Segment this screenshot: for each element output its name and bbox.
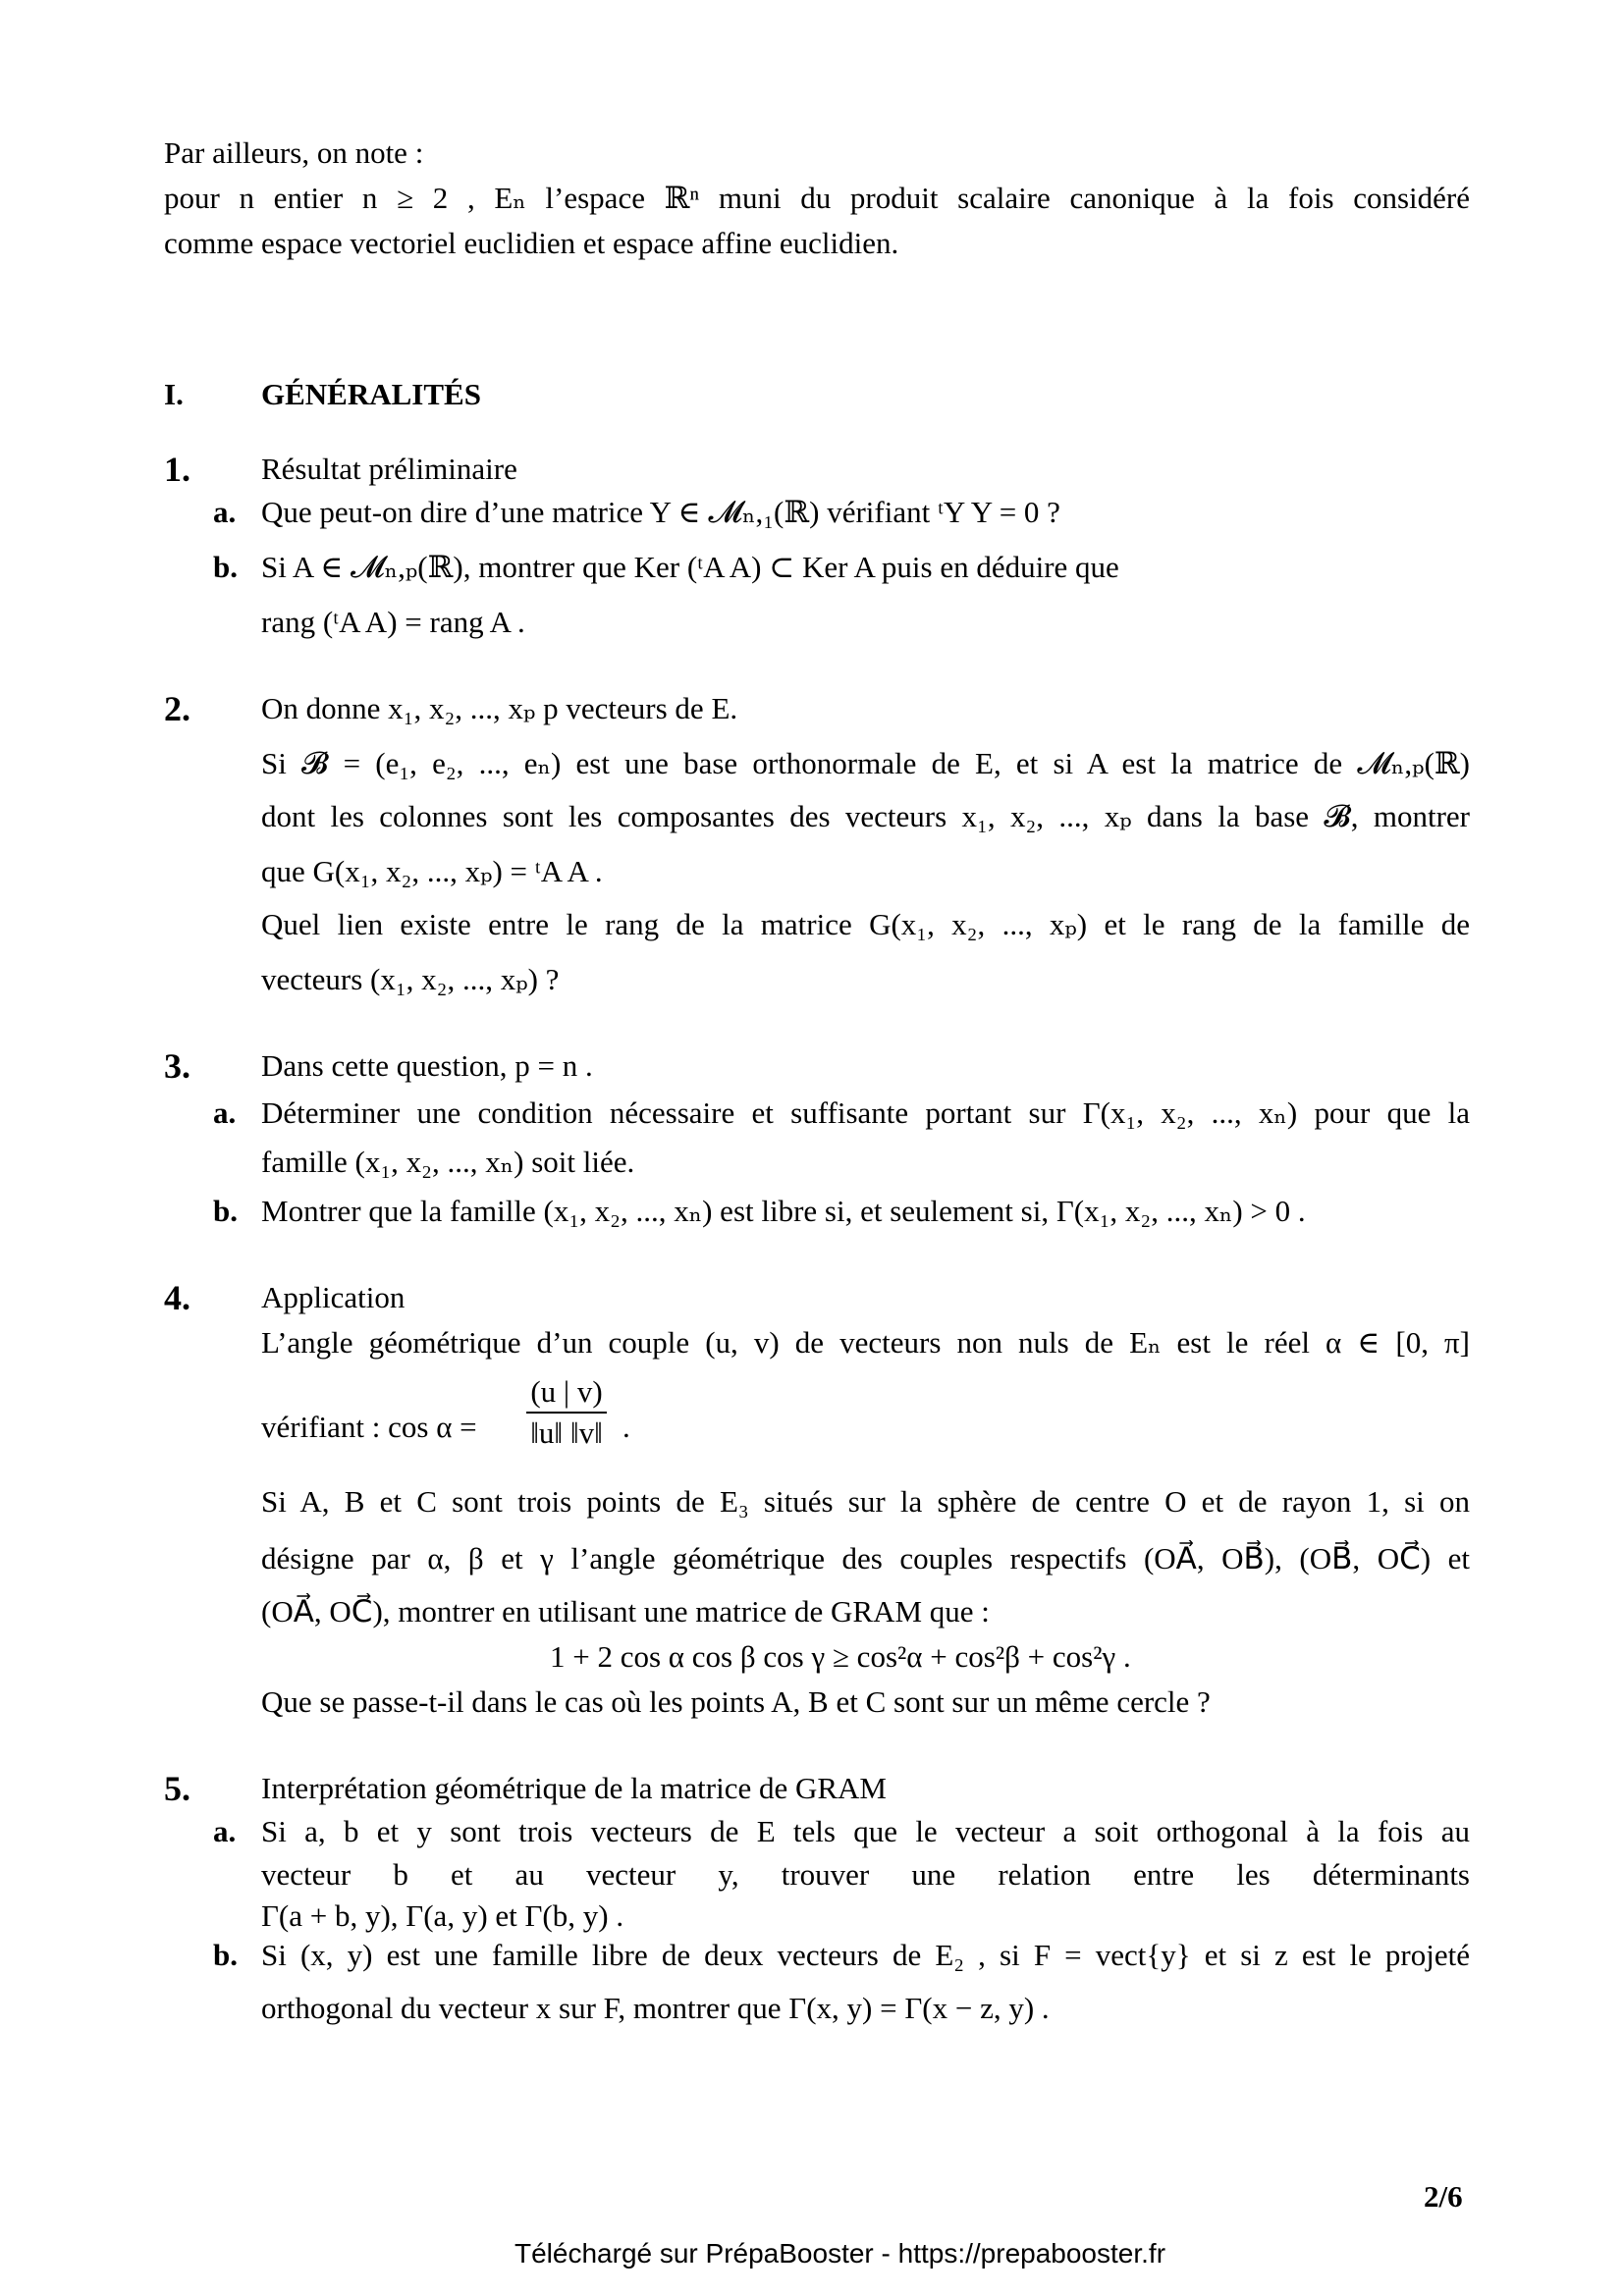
question-1b-line-1: Si A ∈ 𝓜ₙ,ₚ(ℝ), montrer que Ker (ᵗA A) ⊂ Ker A puis en déduire que — [261, 550, 1119, 584]
question-5-title: Interprétation géométrique de la matrice de GRAM — [261, 1771, 887, 1805]
question-4-number: 4. — [164, 1278, 190, 1317]
fraction-period: . — [622, 1410, 630, 1444]
question-4-inequality: 1 + 2 cos α cos β cos γ ≥ cos²α + cos²β + cos²γ . — [550, 1639, 1131, 1674]
question-2-line-6: vecteurs (x₁, x₂, ..., xₚ) ? — [261, 962, 560, 996]
question-2-line-5: Quel lien existe entre le rang de la matrice G(x₁, x₂, ..., xₚ) et le rang de la famille de — [261, 907, 1470, 941]
question-2-line-4: que G(x₁, x₂, ..., xₚ) = ᵗA A . — [261, 854, 603, 888]
question-4-line-7: Que se passe-t-il dans le cas où les points A, B et C sont sur un même cercle ? — [261, 1684, 1211, 1719]
question-4-line-1: L’angle géométrique d’un couple (u, v) de vecteurs non nuls de Eₙ est le réel α ∈ [0, π] — [261, 1325, 1470, 1360]
question-4-title: Application — [261, 1280, 406, 1314]
question-5a-line-3: Γ(a + b, y), Γ(a, y) et Γ(b, y) . — [261, 1898, 624, 1933]
question-4-line-3: Si A, B et C sont trois points de E₃ situés sur la sphère de centre O et de rayon 1, si on — [261, 1484, 1470, 1519]
question-1a-label: a. — [213, 495, 237, 529]
question-5b-label: b. — [213, 1938, 238, 1972]
question-1b-label: b. — [213, 550, 238, 584]
question-5-number: 5. — [164, 1769, 190, 1808]
question-4-line-5: (OA⃗, OC⃗), montrer en utilisant une matrice de GRAM que : — [261, 1594, 990, 1629]
question-1-number: 1. — [164, 450, 190, 489]
question-5a-line-2: vecteur b et au vecteur y, trouver une relation entre les déterminants — [261, 1857, 1470, 1892]
question-5a-label: a. — [213, 1814, 237, 1848]
question-3b-line-1: Montrer que la famille (x₁, x₂, ..., xₙ) est libre si, et seulement si, Γ(x₁, x₂, ..., xₙ) > 0 . — [261, 1194, 1306, 1228]
question-3-title: Dans cette question, p = n . — [261, 1048, 593, 1083]
intro-line-1: Par ailleurs, on note : — [164, 135, 424, 170]
question-5b-line-1: Si (x, y) est une famille libre de deux vecteurs de E₂ , si F = vect{y} et si z est le projeté — [261, 1938, 1470, 1972]
question-1b-line-2: rang (ᵗA A) = rang A . — [261, 605, 525, 639]
question-1-title: Résultat préliminaire — [261, 452, 517, 486]
question-3a-line-1: Déterminer une condition nécessaire et suffisante portant sur Γ(x₁, x₂, ..., xₙ) pour que la — [261, 1095, 1470, 1130]
question-3-number: 3. — [164, 1046, 190, 1086]
fraction-bar — [526, 1412, 607, 1414]
question-2-line-3: dont les colonnes sont les composantes des vecteurs x₁, x₂, ..., xₚ dans la base 𝓑, montrer — [261, 799, 1470, 833]
question-2-line-1: On donne x₁, x₂, ..., xₚ p vecteurs de E. — [261, 691, 738, 725]
download-footer: Téléchargé sur PrépaBooster - https://prepabooster.fr — [514, 2238, 1166, 2269]
section-number: I. — [164, 377, 184, 411]
question-4-line-4: désigne par α, β et γ l’angle géométrique des couples respectifs (OA⃗, OB⃗), (OB⃗, OC⃗) et — [261, 1541, 1470, 1575]
question-3a-line-2: famille (x₁, x₂, ..., xₙ) soit liée. — [261, 1145, 635, 1179]
question-2-line-2: Si 𝓑 = (e₁, e₂, ..., eₙ) est une base orthonormale de E, et si A est la matrice de 𝓜ₙ,ₚ(ℝ) — [261, 746, 1470, 780]
question-3a-label: a. — [213, 1095, 237, 1130]
intro-line-2: pour n entier n ≥ 2 , Eₙ l’espace ℝⁿ muni du produit scalaire canonique à la fois considéré — [164, 181, 1470, 215]
question-3b-label: b. — [213, 1194, 238, 1228]
fraction-numerator: (u | v) — [530, 1374, 603, 1409]
question-5a-line-1: Si a, b et y sont trois vecteurs de E tels que le vecteur a soit orthogonal à la fois au — [261, 1814, 1470, 1848]
cosine-fraction — [513, 1374, 621, 1451]
section-title: GÉNÉRALITÉS — [261, 377, 481, 411]
question-2-number: 2. — [164, 689, 190, 728]
fraction-denominator: ‖u‖ ‖v‖ — [530, 1415, 603, 1450]
question-1a-text: Que peut-on dire d’une matrice Y ∈ 𝓜ₙ,₁(ℝ) vérifiant ᵗY Y = 0 ? — [261, 495, 1060, 529]
intro-line-3: comme espace vectoriel euclidien et espace affine euclidien. — [164, 226, 899, 260]
page-number: 2/6 — [1424, 2179, 1463, 2214]
question-4-line-2: vérifiant : cos α = — [261, 1410, 477, 1444]
question-5b-line-2: orthogonal du vecteur x sur F, montrer que Γ(x, y) = Γ(x − z, y) . — [261, 1991, 1050, 2025]
